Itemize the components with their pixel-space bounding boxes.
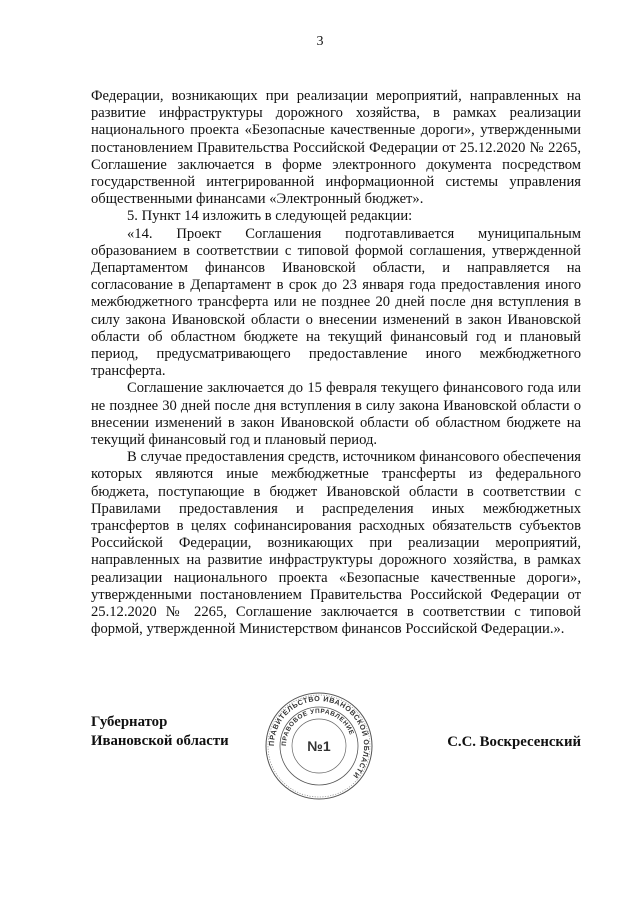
paragraph-continuation: Федерации, возникающих при реализации мероприятий, направленных на развитие инфраструктуры дорожного хозяйства, в рамках реализации национального проекта «Безопасные качественные дороги», утвержденными постановлением Правительства Российской Федерации от 25.12.2020 № 2265, Соглашение заключается в форме электронного документа посредством государственной интегрированной информационной системы управления общественными финансами «Электронный бюджет». <box>91 88 581 208</box>
paragraph-federal-funds: В случае предоставления средств, источником финансового обеспечения которых являются иные межбюджетные трансферты из федерального бюджета, поступающие в бюджет Ивановской области в соответствии с Правилами предоставления и распределения иных межбюджетных трансфертов в целях софинансирования расходных обязательств субъектов Российской Федерации, возникающих при реализации мероприятий, направленных на развитие инфраструктуры дорожного хозяйства, в рамках реализации национального проекта «Безопасные качественные дороги», утвержденными постановлением Правительства Российской Федерации от 25.12.2020 № 2265, Соглашение заключается в соответствии с типовой формой, утвержденной Министерством финансов Российской Федерации.». <box>91 449 581 638</box>
signature-block <box>91 693 581 793</box>
paragraph-agreement-deadline: Соглашение заключается до 15 февраля текущего финансового года или не позднее 30 дней после дня вступления в силу закона Ивановской области о внесении изменений в закон Ивановской области об областном бюджете на текущий финансовый год и плановый период. <box>91 380 581 449</box>
seal-number: №1 <box>307 738 331 754</box>
seal-outer-text: ПРАВИТЕЛЬСТВО ИВАНОВСКОЙ ОБЛАСТИ <box>266 693 372 781</box>
position-line-2: Ивановской области <box>91 733 229 749</box>
signatory-position <box>91 713 229 751</box>
position-line-1: Губернатор <box>91 714 168 730</box>
page-number: 3 <box>316 34 324 49</box>
signatory-name: С.С. Воскресенский <box>447 734 581 750</box>
paragraph-item-5: 5. Пункт 14 изложить в следующей редакции: <box>127 208 413 225</box>
paragraph-item-14: «14. Проект Соглашения подготавливается муниципальным образованием в соответствии с типовой формой соглашения, утвержденной Департаментом финансов Ивановской области, и направляется на согласование в Департамент в срок до 23 января года предоставления иного межбюджетного трансферта или не позднее 20 дней после дня вступления в силу закона Ивановской области о внесении изменений в закон Ивановской области об областном бюджете на текущий финансовый год и плановый период, предусматривающего предоставление иного межбюджетного трансферта. <box>91 225 581 380</box>
official-seal <box>264 691 374 801</box>
seal-inner-text: ПРАВОВОЕ УПРАВЛЕНИЕ <box>280 707 356 747</box>
document-body <box>91 88 581 639</box>
